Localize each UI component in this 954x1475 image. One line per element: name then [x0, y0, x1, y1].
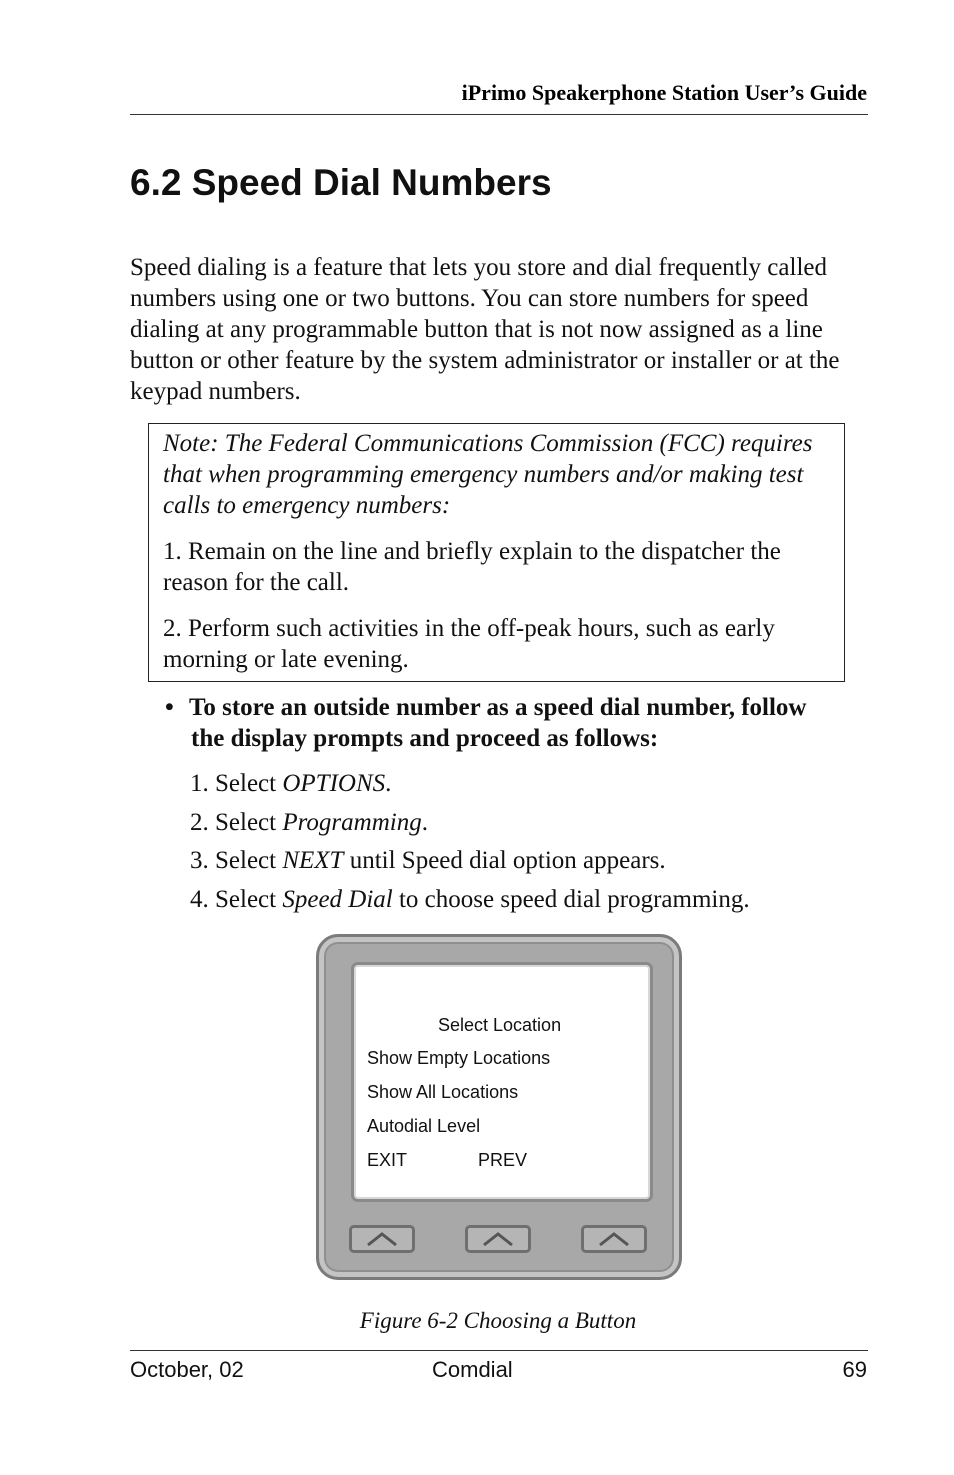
step-4-rest: to choose speed dial programming.: [392, 885, 750, 913]
footer-company: Comdial: [432, 1357, 513, 1382]
screen-option-autodial-level: Autodial Level: [367, 1116, 481, 1136]
step-2-option: Programming: [282, 808, 422, 836]
step-2-rest: .: [421, 808, 428, 836]
figure-caption: Figure 6-2 Choosing a Button: [359, 1308, 637, 1333]
running-header: iPrimo Speakerphone Station User’s Guide: [461, 80, 867, 105]
softkey-left-button: [349, 1225, 415, 1253]
screen-softkey-exit-label: EXIT: [367, 1150, 408, 1170]
screen-softkey-prev-label: PREV: [478, 1150, 528, 1170]
fcc-note-box: [148, 423, 845, 682]
screen-title: Select Location: [438, 1015, 562, 1035]
step-1-rest: .: [385, 770, 392, 797]
step-3-option: NEXT: [282, 847, 344, 874]
procedure-heading-line-1: To store an outside number as a speed dial number, follow: [189, 694, 807, 721]
screen-option-empty-locations: Show Empty Locations: [367, 1048, 551, 1068]
lcd-screen: [351, 962, 653, 1202]
step-1: [190, 768, 750, 807]
step-2-number: 2. Select: [190, 808, 283, 836]
softkey-middle-button: [465, 1225, 531, 1253]
step-4-option: Speed Dial: [282, 885, 393, 913]
step-1-number: 1. Select: [190, 770, 283, 797]
footer-rule: [130, 1350, 868, 1351]
screen-option-all-locations: Show All Locations: [367, 1082, 519, 1102]
procedure-steps: [190, 768, 750, 922]
caret-up-icon: [468, 1228, 528, 1250]
caret-up-icon: [584, 1228, 644, 1250]
footer-date: October, 02: [130, 1357, 244, 1382]
bullet-glyph: •: [165, 694, 174, 721]
footer-page-number: 69: [842, 1357, 867, 1382]
step-3-rest: until Speed dial option appears.: [343, 847, 666, 874]
step-3-number: 3. Select: [190, 847, 283, 874]
header-rule: [130, 114, 868, 115]
step-3: [190, 845, 750, 884]
section-title: 6.2 Speed Dial Numbers: [130, 162, 552, 203]
note-item-1: 1. Remain on the line and briefly explain to the dispatcher the reason for the call.: [163, 538, 781, 596]
step-1-option: OPTIONS: [282, 770, 386, 797]
step-4-number: 4. Select: [190, 885, 283, 913]
step-2: [190, 807, 750, 846]
note-item-2: 2. Perform such activities in the off-peak hours, such as early morning or late evening.: [163, 615, 775, 673]
procedure-heading: [165, 692, 865, 754]
note-lead: Note: The Federal Communications Commission (FCC) requires that when programming emergency numbers and/or making test calls to emergency numbers:: [163, 430, 813, 519]
phone-display-figure: [316, 934, 682, 1280]
caret-up-icon: [352, 1228, 412, 1250]
intro-paragraph: Speed dialing is a feature that lets you store and dial frequently called numbers using one or two buttons. You can store numbers for speed dialing at any programmable button that is not now assigned as a line button or other feature by the system administrator or installer or at the keypad numbers.: [130, 254, 840, 405]
procedure-heading-line-2: the display prompts and proceed as follows:: [191, 725, 659, 752]
step-4: [190, 884, 750, 923]
softkey-right-button: [581, 1225, 647, 1253]
